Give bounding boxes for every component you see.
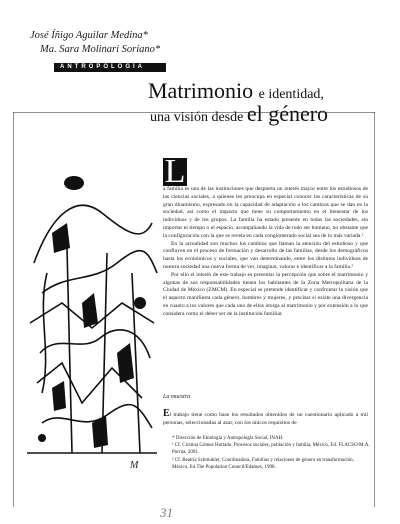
drop-cap: L [164, 153, 186, 190]
artwork-illustration [22, 153, 162, 483]
footnote-1: ¹ Cf. Cristina Gómez Hurtado, Procesos sociales, población y familia, México, Ed. FLACSO/M.A. Porrúa, 2001. [172, 443, 370, 456]
footnote-affiliation: * Dirección de Etnología y Antropología Social, INAH. [172, 436, 284, 441]
paragraph-1: a familia es una de las instituciones que despierta un interés mayor entre los estudiosos de las ciencias sociales, a quienes les preocupa en especial conocer las características de su gran dinamismo, expresado en la capacidad de adaptación a los cambios que se dan en la sociedad, así como el impacto que tiene su comportamiento en el bienestar de los individuos y de los grupos. La familia ha estado presente en todas las sociedades, sin importar el tiempo o el espacio, acompañando la vida de todo ser humano, no obstante que la configuración con la que se revela en cada conglomerado social sea de lo más variada.¹ [163, 186, 368, 239]
page-number: 31 [160, 505, 173, 520]
author-2: Ma. Sara Molinari Soriano* [40, 44, 161, 55]
section-subheading: La muestra [163, 394, 191, 400]
title-part-2: e identidad, [258, 87, 324, 102]
title-part-1: Matrimonio [148, 78, 254, 103]
paragraph-cap: E [163, 408, 170, 419]
author-1: José Íñigo Aguilar Medina* [30, 30, 148, 41]
authors-block [30, 29, 160, 57]
article-body [163, 186, 368, 319]
title-part-4: el género [246, 101, 329, 126]
section-label: ANTROPOLOGÍA [54, 63, 166, 72]
method-paragraph-text: l trabajo tiene como base los resultados obtenidos de un cuestionario aplicado a mil personas, seleccionadas al azar, con los únicos requisitos de [163, 412, 368, 426]
title-part-3: una visión desde [150, 110, 244, 125]
method-paragraph [163, 410, 368, 428]
footnotes [172, 435, 370, 471]
paragraph-3: Por ello el interés de este trabajo es presentar la percepción que sobre el matrimonio y algunas de sus responsabilidades tienen los habitantes de la Zona Metropolitana de la Ciudad de México (ZMCM). En especial se pretende identificar y confrontar la visión que el aspecto manifiesta cada género, hombres y mujeres, y precisar si existe una divergencia en cuanto a los valores que cada uno de ellos otorga al matrimonio y por extensión a lo que considera como el deber ser de la institución familiar. [163, 271, 368, 317]
artwork-signature: M [130, 460, 139, 471]
paragraph-2: En la actualidad son muchos los cambios que llaman la atención del estudioso y que confluyen en el proceso de formación y desarrollo de las familias, desde los demográficos hasta los económicos y sociales, que van determinando, entre los distintos individuos de nuestra sociedad una nueva forma de ver, imaginar, valorar e identificar a la familia.² [163, 240, 368, 270]
footnote-2: ² Cf. Beatriz Schmukler, Coordinadora, Familias y relaciones de género en transformación, México, Ed The Population Council/Edamex, 1998. [172, 457, 354, 470]
